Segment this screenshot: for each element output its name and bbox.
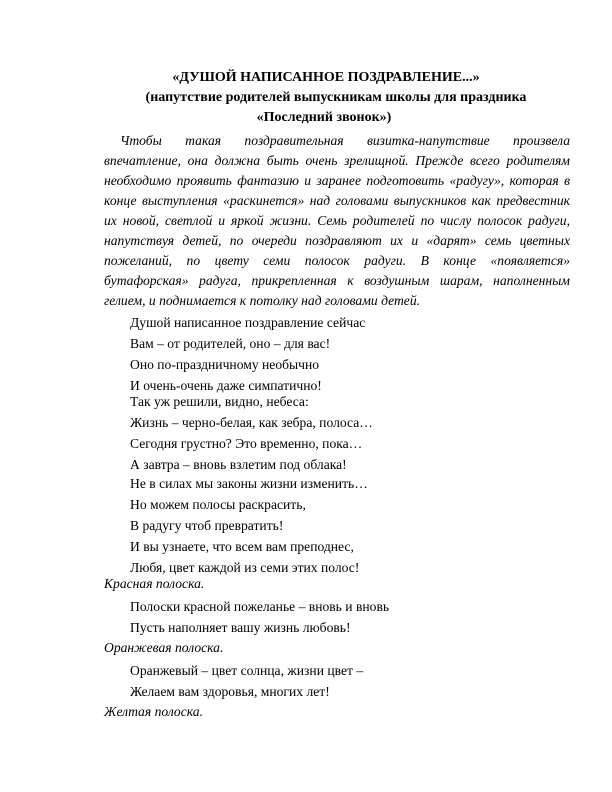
verse-line: Жизнь – черно-белая, как зебра, полоса… — [130, 415, 373, 430]
heading-yellow-stripe: Желтая полоска. — [104, 704, 203, 719]
intro-line: бутафорская» радуга, прикрепленная к воздушным шарам, наполненным — [104, 273, 570, 288]
verse-line: Не в силах мы законы жизни изменить… — [130, 476, 368, 491]
verse-stanza-3 — [130, 473, 368, 578]
intro-line: конце выступления «раскинется» над головами выпускников как предвестник — [104, 193, 570, 208]
heading-orange-stripe: Оранжевая полоска. — [104, 640, 224, 655]
verse-stanza-2 — [130, 391, 373, 475]
verse-line: Оранжевый – цвет солнца, жизни цвет – — [130, 663, 364, 678]
document-subtitle-line-2: «Последний звонок») — [256, 110, 392, 125]
document-title: «ДУШОЙ НАПИСАННОЕ ПОЗДРАВЛЕНИЕ...» — [172, 70, 480, 85]
intro-line: их новой, светлой и яркой жизни. Семь родителей по числу полосок радуги, — [104, 213, 570, 228]
verse-line: И вы узнаете, что всем вам преподнес, — [130, 539, 354, 554]
verse-line: Так уж решили, видно, небеса: — [130, 394, 309, 409]
verse-line: А завтра – вновь взлетим под облака! — [130, 457, 347, 472]
intro-line: впечатление, она должна быть очень зрелищной. Прежде всего родителям — [104, 153, 570, 168]
verse-line: Вам – от родителей, оно – для вас! — [130, 336, 331, 351]
intro-line: Чтобы такая поздравительная визитка-напутствие произвела — [120, 133, 570, 148]
verse-stanza-orange — [130, 660, 363, 702]
verse-line: Оно по-праздничному необычно — [130, 357, 320, 372]
verse-line: И очень-очень даже симпатично! — [130, 378, 322, 393]
verse-line: Желаем вам здоровья, многих лет! — [130, 684, 330, 699]
intro-line: необходимо проявить фантазию и заранее подготовить «радугу», которая в — [104, 173, 570, 188]
verse-line: Любя, цвет каждой из семи этих полос! — [130, 560, 360, 575]
intro-paragraph — [104, 131, 570, 311]
document-subtitle-line-1: (напутствие родителей выпускникам школы для праздника — [145, 90, 527, 105]
verse-line: В радугу чтоб превратить! — [130, 518, 284, 533]
verse-line: Полоски красной пожеланье – вновь и вновь — [130, 599, 390, 614]
intro-line: напутствуя детей, по очереди поздравляют их и «дарят» семь цветных — [104, 233, 570, 248]
verse-line: Сегодня грустно? Это временно, пока… — [130, 436, 363, 451]
heading-red-stripe: Красная полоска. — [104, 576, 205, 591]
intro-line: гелием, и поднимается к потолку над головами детей. — [104, 293, 421, 308]
intro-line: пожеланий, по цвету семи полосок радуги. В конце «появляется» — [104, 253, 570, 268]
verse-line: Но можем полосы раскрасить, — [130, 497, 306, 512]
verse-line: Душой написанное поздравление сейчас — [130, 315, 366, 330]
verse-stanza-1 — [130, 312, 365, 396]
verse-line: Пусть наполняет вашу жизнь любовь! — [130, 620, 351, 635]
verse-stanza-red — [130, 596, 389, 638]
